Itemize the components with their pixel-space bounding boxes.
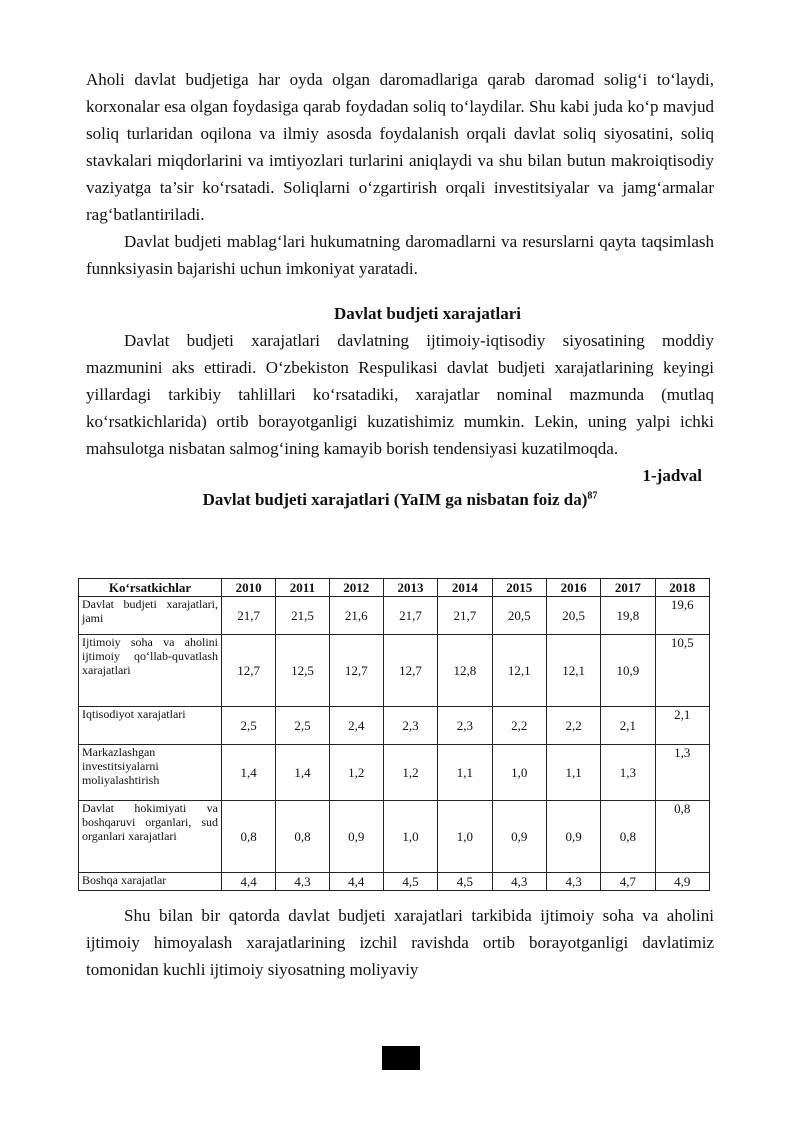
header-year: 2018 (655, 579, 709, 597)
table-cell: 12,1 (546, 635, 600, 707)
table-cell: 4,4 (222, 873, 276, 891)
table-cell: 0,8 (276, 801, 329, 873)
row-label: Davlat hokimiyati va boshqaruvi organlari, sud organlari xarajatlari (79, 801, 222, 873)
header-year: 2011 (276, 579, 329, 597)
paragraph-budget-funds: Davlat budjeti mablag‘lari hukumatning daromadlarni va resurslarni qayta taqsimlash funnksiyasin bajarishi uchun imkoniyat yaratadi. (86, 232, 714, 278)
table-cell: 21,5 (276, 597, 329, 635)
table-cell: 2,3 (438, 707, 492, 745)
table-caption (86, 488, 714, 512)
table-cell: 12,5 (276, 635, 329, 707)
paragraph-after-table-block (86, 902, 714, 983)
page-body (86, 66, 714, 512)
table-cell: 19,6 (655, 597, 709, 635)
table-cell: 2,5 (222, 707, 276, 745)
table-cell: 19,8 (601, 597, 655, 635)
header-year: 2010 (222, 579, 276, 597)
table-cell: 4,5 (438, 873, 492, 891)
header-year: 2013 (383, 579, 437, 597)
table-cell: 12,8 (438, 635, 492, 707)
table-cell: 0,8 (655, 801, 709, 873)
table-row (79, 873, 710, 891)
table-cell: 2,2 (546, 707, 600, 745)
table-cell: 1,4 (276, 745, 329, 801)
table-cell: 0,9 (546, 801, 600, 873)
table-caption-text: Davlat budjeti xarajatlari (YaIM ga nisbatan foiz da) (202, 490, 588, 509)
paragraph-expenditures: Davlat budjeti xarajatlari davlatning ijtimoiy-iqtisodiy siyosatining moddiy mazmunini aks ettiradi. O‘zbekiston Respulikasi davlat budjeti xarajatlarining keyingi yillardagi tarkibiy tahlillari ko‘rsatadiki, xarajatlar nominal mazmunda (mutlaq ko‘rsatkichlarida) ortib borayotganligi kuzatishimiz mumkin. Lekin, uning yalpi ichki mahsulotga nisbatan salmog‘ining kamayib borish tendensiyasi kuzatilmoqda. (86, 331, 714, 458)
table-cell: 0,8 (601, 801, 655, 873)
table-cell: 10,5 (655, 635, 709, 707)
header-year: 2017 (601, 579, 655, 597)
table-cell: 1,0 (383, 801, 437, 873)
budget-table (78, 578, 710, 891)
table-number: 1-jadval (642, 466, 702, 485)
table-cell: 21,7 (383, 597, 437, 635)
footnote-marker: 87 (587, 490, 598, 502)
table-cell: 12,7 (329, 635, 383, 707)
table-cell: 4,9 (655, 873, 709, 891)
header-year: 2016 (546, 579, 600, 597)
table-cell: 2,3 (383, 707, 437, 745)
table-cell: 20,5 (546, 597, 600, 635)
row-label: Boshqa xarajatlar (79, 873, 222, 891)
table-cell: 2,4 (329, 707, 383, 745)
table-cell: 12,7 (222, 635, 276, 707)
table-cell: 1,1 (438, 745, 492, 801)
table-cell: 2,1 (655, 707, 709, 745)
table-cell: 12,1 (492, 635, 546, 707)
row-label: Davlat budjeti xarajatlari, jami (79, 597, 222, 635)
table-cell: 12,7 (383, 635, 437, 707)
paragraph-taxes: Aholi davlat budjetiga har oyda olgan daromadlariga qarab daromad solig‘i to‘laydi, korxonalar esa olgan foydasiga qarab foydadan soliq to‘laydilar. Shu kabi juda ko‘p mavjud soliq turlaridan oqilona va ilmiy asosda foydalanish orqali davlat soliq siyosatini, soliq stavkalari miqdorlarini va imtiyozlari turlarini aniqlaydi va shu bilan butun makroiqtisodiy vaziyatga ta’sir ko‘rsatadi. Soliqlarni o‘zgartirish orqali investitsiyalar va jamg‘armalar rag‘batlantiriladi. (86, 70, 714, 224)
table-cell: 4,5 (383, 873, 437, 891)
table-cell: 4,7 (601, 873, 655, 891)
table-row (79, 745, 710, 801)
table-cell: 1,2 (383, 745, 437, 801)
table-cell: 4,4 (329, 873, 383, 891)
row-label: Iqtisodiyot xarajatlari (79, 707, 222, 745)
header-year: 2015 (492, 579, 546, 597)
table-cell: 1,0 (438, 801, 492, 873)
table-cell: 1,4 (222, 745, 276, 801)
table-cell: 21,7 (438, 597, 492, 635)
row-label: Markazlashgan investitsiyalarni moliyalashtirish (79, 745, 222, 801)
table-cell: 21,6 (329, 597, 383, 635)
header-year: 2014 (438, 579, 492, 597)
table-cell: 1,1 (546, 745, 600, 801)
row-label: Ijtimoiy soha va aholini ijtimoiy qo‘llab-quvatlash xarajatlari (79, 635, 222, 707)
table-cell: 20,5 (492, 597, 546, 635)
table-cell: 4,3 (492, 873, 546, 891)
header-indicator: Ko‘rsatkichlar (79, 579, 222, 597)
table-cell: 2,1 (601, 707, 655, 745)
table-cell: 21,7 (222, 597, 276, 635)
table-cell: 2,2 (492, 707, 546, 745)
table-cell: 4,3 (276, 873, 329, 891)
header-year: 2012 (329, 579, 383, 597)
page-number-box (382, 1046, 420, 1070)
table-cell: 1,3 (655, 745, 709, 801)
table-row (79, 635, 710, 707)
section-heading: Davlat budjeti xarajatlari (334, 304, 521, 323)
table-cell: 1,0 (492, 745, 546, 801)
table-cell: 0,9 (329, 801, 383, 873)
table-cell: 1,3 (601, 745, 655, 801)
table-cell: 0,9 (492, 801, 546, 873)
table-row (79, 597, 710, 635)
table-row (79, 707, 710, 745)
table-cell: 4,3 (546, 873, 600, 891)
table-cell: 1,2 (329, 745, 383, 801)
table-cell: 2,5 (276, 707, 329, 745)
paragraph-after-table: Shu bilan bir qatorda davlat budjeti xarajatlari tarkibida ijtimoiy soha va aholini ijtimoiy himoyalash xarajatlarining izchil ravishda ortib borayotganligi davlatimiz tomonidan kuchli ijtimoiy siyosatning moliyaviy (86, 906, 714, 979)
table-header-row (79, 579, 710, 597)
table-cell: 0,8 (222, 801, 276, 873)
table-cell: 10,9 (601, 635, 655, 707)
table-row (79, 801, 710, 873)
